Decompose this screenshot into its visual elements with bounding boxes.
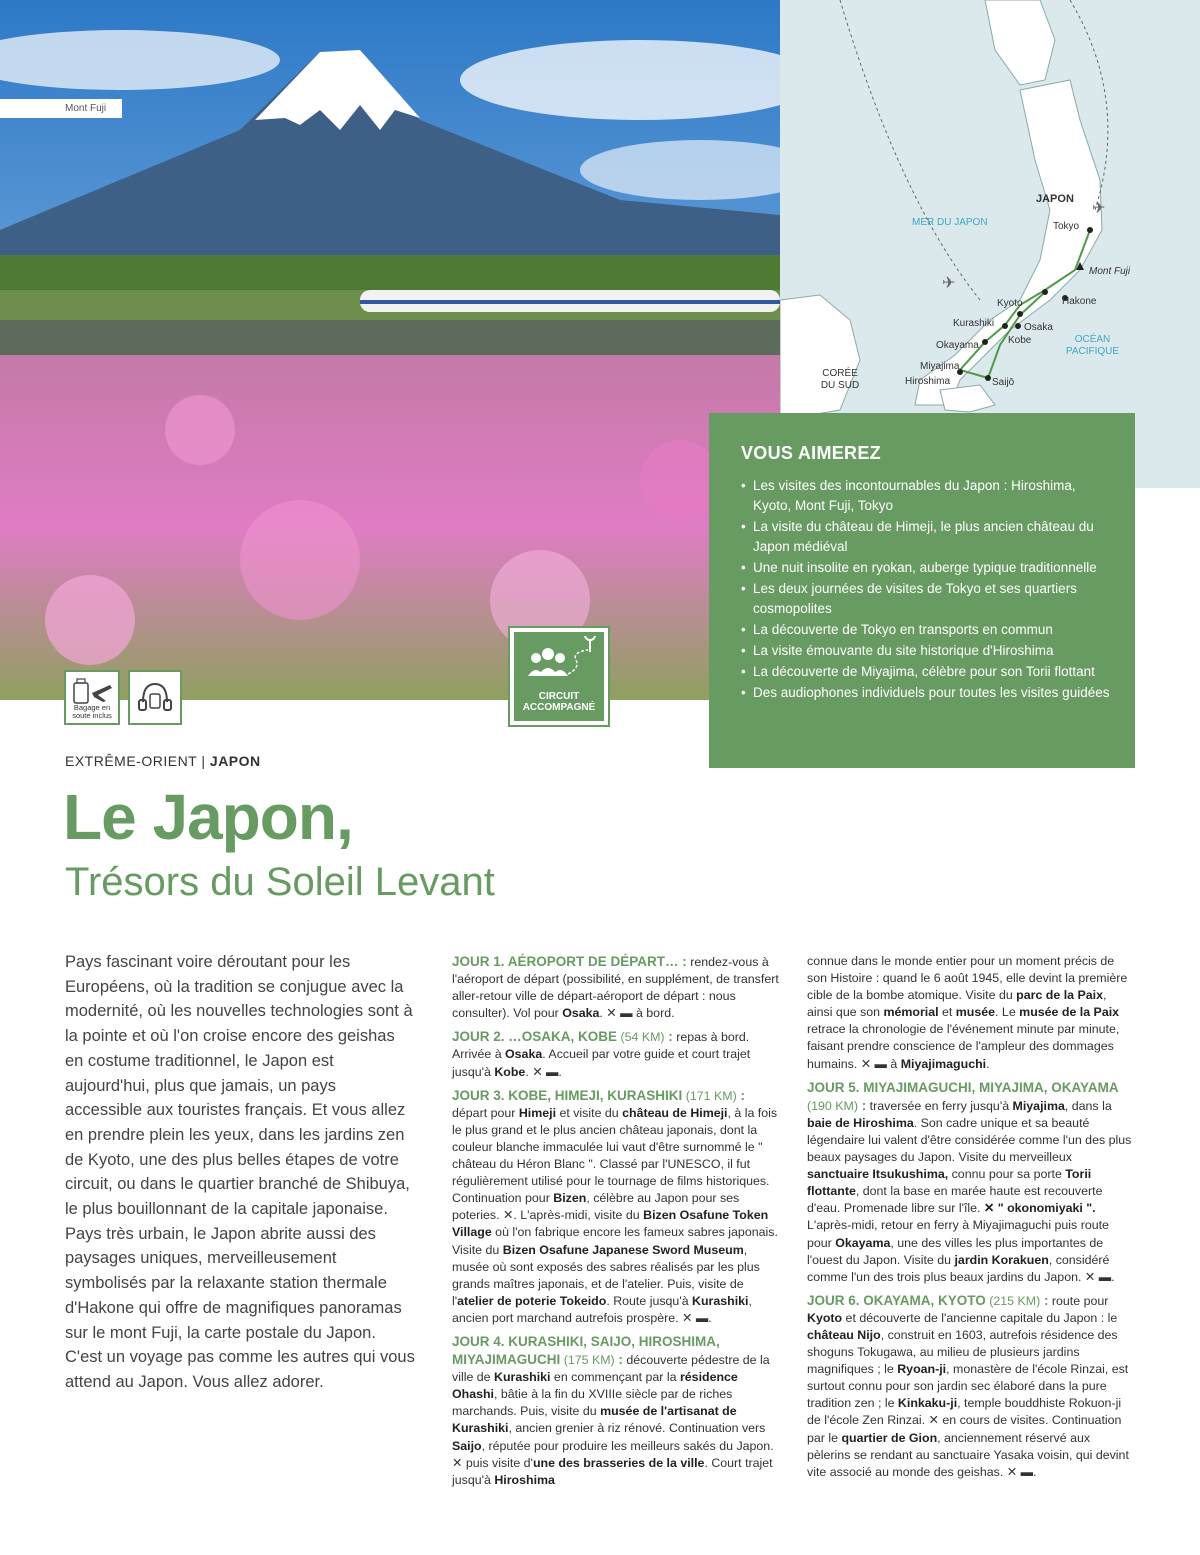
day-text: . Court trajet jusqu'à (452, 1455, 773, 1487)
day-text: , ancien port marchand autrefois prospère. ✕ ▬. (452, 1293, 752, 1325)
day-text: traversée en ferry jusqu'à (866, 1098, 1013, 1113)
day-text: , ancien grenier à riz rénové. Continuation vers (508, 1421, 766, 1436)
day-text: , anciennement réservé aux pèlerins se rendant au sanctuaire Yasaka voisin, qui devint vite associé au monde des geishas. ✕ ▬. (807, 1430, 1129, 1479)
map-city-okayama: Okayama (936, 340, 979, 351)
day-distance: (54 KM) (617, 1030, 665, 1045)
day-bold: Himeji (518, 1105, 557, 1120)
map-city-miyajima: Miyajima (920, 361, 960, 372)
day-distance: (215 KM) (985, 1293, 1041, 1308)
day-1 (452, 953, 780, 1022)
day-bold: château de Himeji (622, 1105, 728, 1120)
breadcrumb-separator: | (196, 753, 210, 769)
breadcrumb (65, 753, 261, 769)
highlight-item: • La découverte de Miyajima, célèbre pour son Torii flottant (741, 662, 1115, 682)
day-text: repas à bord. Arrivée à (452, 1030, 750, 1062)
day-bold: Kurashiki (692, 1293, 749, 1308)
day-colon: : (664, 1029, 673, 1045)
day-2-heading: JOUR 2. …OSAKA, KOBE (452, 1029, 618, 1045)
photo-caption: Mont Fuji (0, 99, 122, 118)
day-text: . ✕ ▬ à bord. (599, 1006, 675, 1021)
day-bold: Osaka (505, 1047, 543, 1062)
day-colon: : (614, 1352, 623, 1368)
day-text: . ✕ ▬. (525, 1064, 562, 1079)
day-text: route pour (1048, 1293, 1109, 1308)
breadcrumb-region: EXTRÊME-ORIENT (65, 753, 197, 769)
day-text: . Son cadre unique et sa beauté légendaire lui valent d'être considérée comme l'un des plus beaux paysages du Japon. Visite du merveilleux (807, 1115, 1132, 1165)
badge-circuit-line1: CIRCUIT (538, 691, 580, 702)
highlights-title: VOUS AIMEREZ (741, 443, 881, 463)
day-bold: Okayama (835, 1235, 891, 1250)
day-bold: Kobe (494, 1064, 526, 1079)
day-text: L'après-midi, retour en ferry à Miyajimaguchi puis route pour (807, 1218, 1109, 1250)
badge-bag-line1: Bagage en (73, 703, 111, 712)
day-bold: atelier de poterie Tokeido (457, 1293, 607, 1308)
day-6 (807, 1292, 1135, 1481)
day-bold: ✕ " okonomiyaki ". (983, 1201, 1096, 1216)
day-text: où l'on fabrique encore les fameux sabres japonais. Visite du (452, 1225, 778, 1257)
day-2 (452, 1028, 780, 1080)
highlight-item: • Une nuit insolite en ryokan, auberge typique traditionnelle (741, 558, 1115, 578)
day-bold: Bizen Osafune Japanese Sword Museum (502, 1242, 744, 1257)
day-4-continued (807, 953, 1135, 1073)
day-text: , réputée pour produire les meilleurs sakés du Japon. ✕ puis visite d' (452, 1438, 774, 1470)
map-label-korea: CORÉE DU SUD (820, 368, 860, 391)
map-city-kobe: Kobe (1008, 335, 1032, 346)
map-city-hiroshima: Hiroshima (905, 376, 951, 387)
day-text: . Route jusqu'à (606, 1293, 693, 1308)
day-5 (807, 1079, 1135, 1286)
day-6-heading: JOUR 6. OKAYAMA, KYOTO (807, 1292, 986, 1308)
day-text: , temple bouddhiste Rokuon-ji de l'école Zen Rinzai. ✕ en cours de visites. Continuation par le (807, 1396, 1122, 1445)
day-text: en commençant par la (550, 1370, 680, 1385)
svg-text:✈: ✈ (942, 273, 956, 292)
day-bold: Kurashiki (494, 1370, 551, 1385)
day-4-heading: JOUR 4. KURASHIKI, SAIJO, HIROSHIMA, MIYAJIMAGUCHI (452, 1333, 720, 1368)
day-text: , dont la base en marée haute est recouverte d'eau. Promenade libre sur l'île. (807, 1184, 1103, 1216)
map-city-tokyo: Tokyo (1053, 221, 1080, 232)
highlight-item: • La découverte de Tokyo en transports en commun (741, 620, 1115, 640)
day-bold: quartier de Gion (841, 1430, 938, 1445)
day-text: et (938, 1005, 956, 1020)
guided-tour-badge (510, 628, 608, 725)
luggage-badge (64, 670, 120, 725)
breadcrumb-country: JAPON (209, 753, 261, 769)
day-bold: Miyajimaguchi (900, 1056, 987, 1071)
page-subtitle: Trésors du Soleil Levant (65, 860, 495, 904)
day-distance: (171 KM) (682, 1088, 737, 1103)
day-distance: (175 KM) (560, 1353, 615, 1368)
badge-bag-line2: soute inclus (72, 711, 112, 720)
map-city-hakone: Hakone (1062, 296, 1097, 307)
day-bold: Saijo (452, 1438, 482, 1453)
day-bold: une des brasseries de la ville (532, 1455, 705, 1470)
day-bold: Kyoto (807, 1310, 843, 1325)
day-bold: musée de la Paix (1019, 1005, 1120, 1020)
day-bold: musée (955, 1005, 996, 1020)
day-bold: musée de l'artisanat de Kurashiki (452, 1404, 737, 1436)
day-bold: résidence Ohashi (452, 1370, 738, 1402)
day-colon: : (736, 1087, 745, 1103)
day-text: retrace la chronologie de l'événement minute par minute, faisant prendre conscience de l'ampleur des dommages humains. ✕ ▬ à (807, 1022, 1120, 1071)
day-text: et découverte de l'ancienne capitale du Japon : le (842, 1310, 1118, 1325)
day-3-heading: JOUR 3. KOBE, HIMEJI, KURASHIKI (452, 1087, 683, 1103)
highlights-box (709, 413, 1135, 768)
day-text: . (986, 1056, 990, 1071)
day-distance: (190 KM) (807, 1098, 858, 1113)
audioguide-badge (128, 670, 182, 725)
day-bold: sanctuaire Itsukushima, (807, 1167, 949, 1182)
day-1-heading: JOUR 1. AÉROPORT DE DÉPART… : (452, 954, 687, 969)
day-text: , célèbre au Japon pour ses poteries. ✕. L'après-midi, visite du (452, 1191, 740, 1223)
group-route-icon (514, 636, 604, 691)
day-bold: Bizen (553, 1191, 587, 1206)
day-bold: Hiroshima (494, 1472, 555, 1487)
headphones-icon (130, 672, 180, 723)
day-bold: Torii flottante (807, 1167, 1092, 1199)
map-label-sea: MER DU JAPON (912, 217, 988, 228)
day-text: découverte pédestre de la ville de (452, 1353, 770, 1385)
day-bold: baie de Hiroshima (807, 1115, 914, 1130)
highlights-list (741, 476, 1115, 703)
map-label-ocean: OCÉAN PACIFIQUE (1065, 334, 1120, 357)
highlight-item: • La visite émouvante du site historique d'Hiroshima (741, 641, 1115, 661)
day-bold: jardin Korakuen (954, 1252, 1049, 1267)
itinerary-column-1 (452, 953, 780, 1495)
day-colon: : (857, 1097, 867, 1113)
map-city-osaka: Osaka (1024, 322, 1053, 333)
day-text: , à la fois le plus grand et le plus ancien château japonais, dont la couleur blanche immaculée lui vaut d'être surnommé le " château du Héron Blanc ". Classé par l'UNESCO, il fut régulièrement utilisé pour le tournage de films historiques. Continuation pour (452, 1105, 778, 1206)
highlight-item: • La visite du château de Himeji, le plus ancien château du Japon médiéval (741, 517, 1115, 557)
day-bold: Osaka (562, 1006, 600, 1021)
day-text: , construit en 1603, autrefois résidence des shoguns Tokugawa, au milieu de plusieurs jardins magnifiques ; le (807, 1327, 1118, 1377)
map-city-kurashiki: Kurashiki (953, 318, 995, 329)
day-text: et visite du (556, 1105, 623, 1120)
svg-text:✈: ✈ (1092, 198, 1106, 217)
page-title: Le Japon, (63, 781, 353, 853)
itinerary-column-2 (807, 953, 1135, 1487)
day-bold: Ryoan-ji (897, 1362, 947, 1377)
day-5-heading: JOUR 5. MIYAJIMAGUCHI, MIYAJIMA, OKAYAMA (807, 1079, 1119, 1095)
day-4 (452, 1333, 780, 1489)
day-text: , monastère de l'école Rinzai, est surtout connu pour son jardin sec élaboré dans la pure tradition zen ; le (807, 1362, 1129, 1411)
day-text: départ pour (452, 1105, 519, 1120)
day-text: . Accueil par votre guide et court trajet jusqu'à (452, 1047, 751, 1079)
highlight-item: • Les deux journées de visites de Tokyo et ses quartiers cosmopolites (741, 579, 1115, 619)
day-colon: : (1040, 1292, 1049, 1308)
day-bold: parc de la Paix (1016, 988, 1103, 1003)
day-text: , une des villes les plus importantes de l'ouest du Japon. Visite du (807, 1235, 1104, 1267)
map-city-kyoto: Kyoto (997, 298, 1023, 309)
day-text: . Le (995, 1005, 1020, 1020)
day-text: connue dans le monde entier pour un moment précis de son Histoire : quand le 6 août 1945, elle devint la première cible de la bombe atomique. Visite du (807, 954, 1128, 1003)
day-bold: château Nijo (807, 1327, 881, 1342)
day-text: , dans la (1064, 1098, 1112, 1113)
map-city-fuji: Mont Fuji (1089, 266, 1131, 277)
day-bold: Kinkaku-ji (897, 1396, 958, 1411)
day-text: , considéré comme l'un des trois plus beaux jardins du Japon. ✕ ▬. (807, 1252, 1115, 1284)
day-text: , ainsi que son (807, 988, 1107, 1020)
day-text: rendez-vous à l'aéroport de départ (possibilité, en supplément, de transfert aller-retour ville de départ-aéroport de départ : nous consulter). Vol pour (452, 955, 779, 1021)
day-text: , bâtie à la fin du XVIIIe siècle par de riches marchands. Puis, visite du (452, 1387, 733, 1419)
map-city-saijo: Saijō (992, 377, 1015, 388)
day-bold: Miyajima (1012, 1098, 1065, 1113)
day-3 (452, 1087, 780, 1327)
day-bold: mémorial (883, 1005, 939, 1020)
day-text: connu pour sa porte (948, 1167, 1066, 1182)
day-bold: Bizen Osafune Token Village (452, 1208, 769, 1240)
badge-circuit-line2: ACCOMPAGNÉ (522, 702, 596, 713)
map-label-japon: JAPON (1036, 193, 1074, 205)
highlight-item: • Des audiophones individuels pour toutes les visites guidées (741, 683, 1115, 703)
intro-text: Pays fascinant voire déroutant pour les Européens, où la tradition se conjugue avec la modernité, où les nouvelles technologies sont à la pointe et où l'on croise encore des geishas en costume traditionnel, le Japon est aujourd'hui, plus que jamais, un pays accessible aux touristes français. Et vous allez en prendre plein les yeux, dans les jardins zen de Kyoto, une des plus belles étapes de votre circuit, ou dans le quartier branché de Shibuya, le plus bouillonnant de la capitale japonaise. Pays très urbain, le Japon abrite aussi des paysages uniques, merveilleusement symbolisés par la relaxante station thermale d'Hakone qui offre de magnifiques panoramas sur le mont Fuji, la carte postale du Japon. C'est un voyage pas comme les autres qui vous attend au Japon. Vous allez adorer. (65, 953, 415, 1391)
day-text: , musée où sont exposés des sabres réalisés par les plus grands maîtres japonais, et de l'atelier. Puis, visite de l' (452, 1242, 760, 1308)
highlight-item: • Les visites des incontournables du Japon : Hiroshima, Kyoto, Mont Fuji, Tokyo (741, 476, 1115, 516)
